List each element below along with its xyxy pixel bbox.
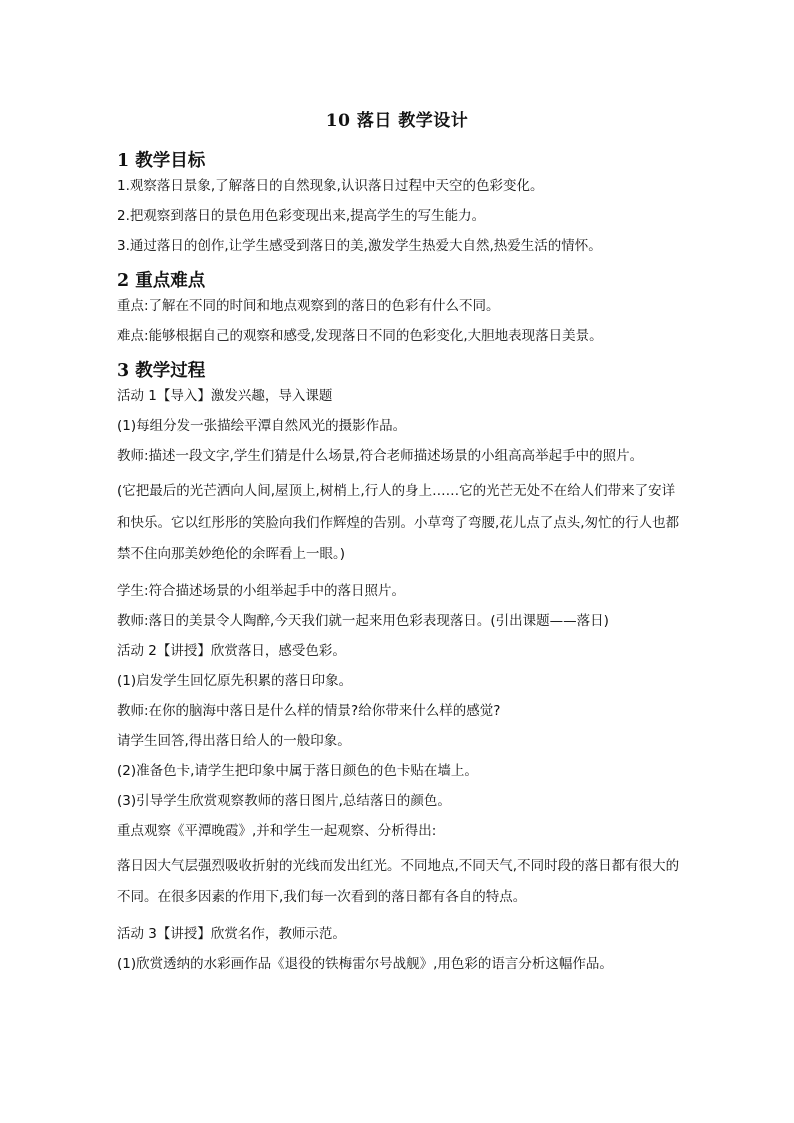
paragraph: 教师:描述一段文字,学生们猜是什么场景,符合老师描述场景的小组高高举起手中的照片。 <box>117 448 644 464</box>
section-teaching-process <box>117 356 687 974</box>
paragraph: 3.通过落日的创作,让学生感受到落日的美,激发学生热爱大自然,热爱生活的情怀。 <box>117 238 602 254</box>
paragraph: (1)欣赏透纳的水彩画作品《退役的铁梅雷尔号战舰》,用色彩的语言分析这幅作品。 <box>117 955 613 972</box>
paragraph: (2)准备色卡,请学生把印象中属于落日颜色的色卡贴在墙上。 <box>117 762 478 779</box>
section-heading: 3 教学过程 <box>117 361 206 381</box>
paragraph: 请学生回答,得出落日给人的一般印象。 <box>117 732 351 749</box>
paragraph: 活动 2【讲授】欣赏落日，感受色彩。 <box>117 642 346 659</box>
section-heading: 1 教学目标 <box>117 151 206 171</box>
paragraph: (1)启发学生回忆原先积累的落日印象。 <box>117 672 353 689</box>
document-title: 10 落日 教学设计 <box>325 111 469 131</box>
paragraph: 重点观察《平潭晚霞》,并和学生一起观察、分析得出: <box>117 822 437 839</box>
section-teaching-goals <box>117 146 687 256</box>
paragraph: (3)引导学生欣赏观察教师的落日图片,总结落日的颜色。 <box>117 792 451 809</box>
paragraph: 2.把观察到落日的景色用色彩变现出来,提高学生的写生能力。 <box>117 208 486 224</box>
paragraph: 难点:能够根据自己的观察和感受,发现落日不同的色彩变化,大胆地表现落日美景。 <box>117 328 603 344</box>
paragraph: (1)每组分发一张描绘平潭自然风光的摄影作品。 <box>117 418 407 434</box>
paragraph: 落日因大气层强烈吸收折射的光线而发出红光。不同地点,不同天气,不同时段的落日都有很大的不同。在很多因素的作用下,我们每一次看到的落日都有各自的特点。 <box>117 857 680 905</box>
document-body <box>117 146 687 984</box>
paragraph: 活动 1【导入】激发兴趣，导入课题 <box>117 388 333 404</box>
paragraph: (它把最后的光芒洒向人间,屋顶上,树梢上,行人的身上……它的光芒无处不在给人们带来了安详和快乐。它以红彤彤的笑脸向我们作辉煌的告别。小草弯了弯腰,花儿点了点头,匆忙的行人也都禁不住向那美妙绝伦的余晖看上一眼。) <box>117 483 680 562</box>
paragraph: 学生:符合描述场景的小组举起手中的落日照片。 <box>117 582 406 599</box>
section-key-points <box>117 266 687 346</box>
section-heading: 2 重点难点 <box>117 271 206 291</box>
paragraph: 教师:落日的美景令人陶醉,今天我们就一起来用色彩表现落日。(引出课题——落日) <box>117 612 609 629</box>
paragraph: 重点:了解在不同的时间和地点观察到的落日的色彩有什么不同。 <box>117 298 500 314</box>
paragraph: 活动 3【讲授】欣赏名作，教师示范。 <box>117 925 346 942</box>
paragraph: 1.观察落日景象,了解落日的自然现象,认识落日过程中天空的色彩变化。 <box>117 178 544 194</box>
paragraph: 教师:在你的脑海中落日是什么样的情景?给你带来什么样的感觉? <box>117 702 501 719</box>
